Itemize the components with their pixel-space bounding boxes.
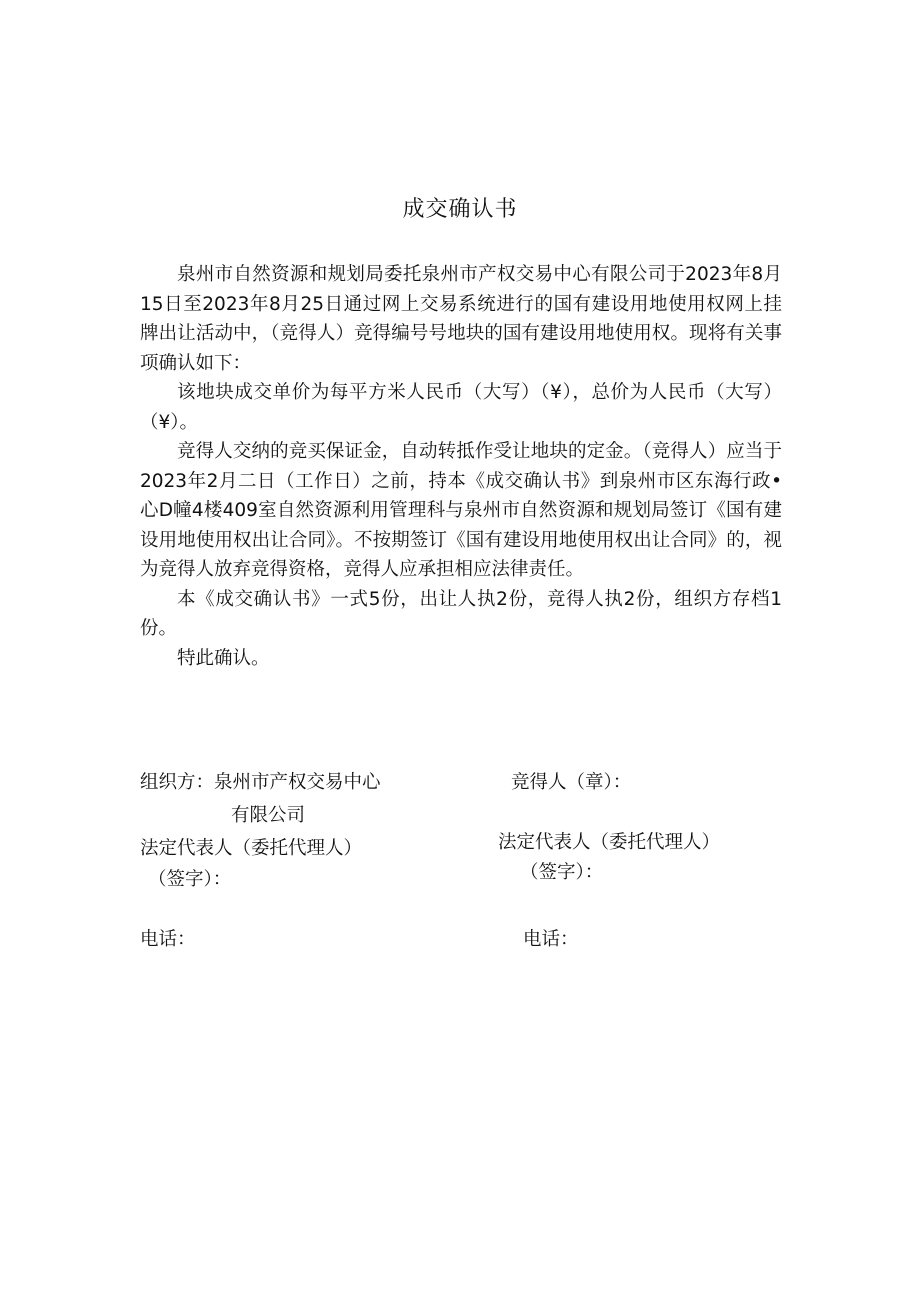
organizer-label-cont: 有限公司	[231, 805, 306, 826]
organizer-representative-label: 法定代表人（委托代理人）	[140, 838, 363, 859]
paragraph-confirm: 特此确认。	[177, 647, 270, 669]
paragraph-price: 该地块成交单价为每平方米人民币（大写）（¥），总价为人民币（大写）（¥）。	[140, 382, 782, 433]
organizer-signature-label: （签字）：	[148, 869, 232, 890]
bidder-representative-label: 法定代表人（委托代理人）	[498, 832, 721, 853]
bidder-signature-label: （签字）：	[520, 862, 604, 883]
organizer-label: 组织方：泉州市产权交易中心	[140, 772, 381, 793]
bidder-phone-label: 电话：	[523, 929, 579, 950]
document-body	[140, 260, 782, 673]
document-title: 成交确认书	[402, 197, 518, 222]
paragraph-deposit: 竞得人交纳的竞买保证金，自动转抵作受让地块的定金。（竞得人）应当于2023年2月二日（工作日）之前，持本《成交确认书》到泉州市区东海行政•心D幢4楼409室自然资源利用管理科与泉州市自然资源和规划局签订《国有建设用地使用权出让合同》。不按期签订《国有建设用地使用权出让合同》的，视为竞得人放弃竞得资格，竞得人应承担相应法律责任。	[140, 441, 782, 580]
organizer-phone-label: 电话：	[140, 929, 196, 950]
paragraph-intro: 泉州市自然资源和规划局委托泉州市产权交易中心有限公司于2023年8月15日至2023年8月25日通过网上交易系统进行的国有建设用地使用权网上挂牌出让活动中，（竞得人）竞得编号号地块的国有建设用地使用权。现将有关事项确认如下：	[140, 264, 782, 374]
bidder-seal-label: 竞得人（章）：	[511, 772, 632, 793]
paragraph-copies: 本《成交确认书》一式5份，出让人执2份，竞得人执2份，组织方存档1份。	[140, 588, 782, 639]
